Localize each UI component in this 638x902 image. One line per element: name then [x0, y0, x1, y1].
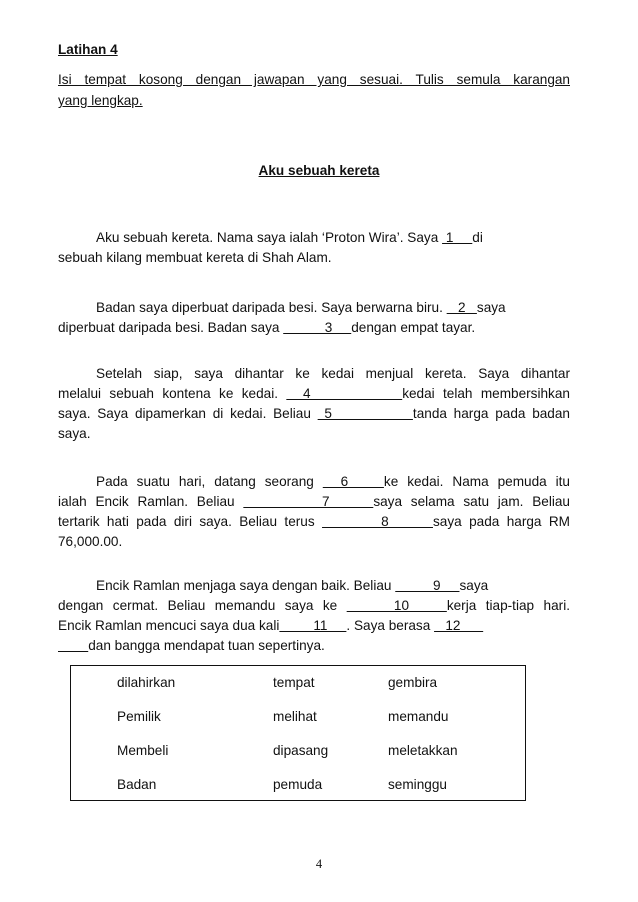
text-segment: diperbuat daripada besi. Badan saya — [58, 320, 284, 335]
word-bank-item: meletakkan — [388, 743, 458, 758]
text-segment: saya. Saya dipamerkan di kedai. Beliau — [58, 406, 318, 421]
instruction-line-1: Isi tempat kosong dengan jawapan yang sesuai. Tulis semula karangan — [58, 72, 570, 87]
word-bank-item: Pemilik — [117, 709, 161, 724]
paragraph-4-line-2 — [58, 494, 570, 509]
essay-title: Aku sebuah kereta — [258, 163, 380, 178]
text-segment: Badan saya diperbuat daripada besi. Saya berwarna biru. — [96, 300, 447, 315]
word-bank-item: seminggu — [388, 777, 447, 792]
text-segment: dan bangga mendapat tuan sepertinya. — [88, 638, 325, 653]
word-bank-item: tempat — [273, 675, 315, 690]
paragraph-4-line-3 — [58, 514, 570, 529]
paragraph-5-line-3 — [58, 618, 570, 633]
blank-9: 9 — [395, 578, 460, 593]
blank-12: 12 — [434, 618, 484, 633]
text-segment: saya — [476, 300, 506, 315]
page-number: 4 — [315, 857, 323, 871]
paragraph-3-line-3 — [58, 406, 570, 421]
word-bank-box — [70, 665, 526, 801]
paragraph-4-line-4: 76,000.00. — [58, 534, 123, 549]
blank-8: 8 — [322, 514, 433, 529]
blank-12-continued — [58, 638, 88, 653]
blank-4: 4 — [286, 386, 403, 401]
blank-11: 11 — [279, 618, 347, 633]
text-segment: dengan cermat. Beliau memandu saya ke — [58, 598, 347, 613]
word-bank-item: dipasang — [273, 743, 329, 758]
paragraph-2-line-1 — [58, 300, 570, 315]
text-segment: kerja tiap-tiap hari. — [446, 598, 570, 613]
text-segment: saya — [459, 578, 489, 593]
word-bank-item: melihat — [273, 709, 317, 724]
text-segment: Encik Ramlan mencuci saya dua kali — [58, 618, 280, 633]
word-bank-item: dilahirkan — [117, 675, 176, 690]
word-bank-item: gembira — [388, 675, 438, 690]
text-segment: Pada suatu hari, datang seorang — [96, 474, 323, 489]
paragraph-3-line-1: Setelah siap, saya dihantar ke kedai menjual kereta. Saya dihantar — [96, 366, 570, 381]
paragraph-2-line-2 — [58, 320, 570, 335]
exercise-title: Latihan 4 — [58, 42, 118, 57]
text-segment: Aku sebuah kereta. Nama saya ialah ‘Proton Wira’. Saya — [96, 230, 443, 245]
text-segment: ke kedai. Nama pemuda itu — [383, 474, 570, 489]
text-segment: Encik Ramlan menjaga saya dengan baik. Beliau — [96, 578, 396, 593]
text-segment: . Saya berasa — [346, 618, 435, 633]
word-bank-item: pemuda — [273, 777, 323, 792]
paragraph-4-line-1 — [58, 474, 570, 489]
blank-3: 3 — [283, 320, 352, 335]
word-bank-item: Badan — [117, 777, 157, 792]
paragraph-3-line-4: saya. — [58, 426, 91, 441]
blank-6: 6 — [322, 474, 384, 489]
blank-5: 5 — [317, 406, 413, 421]
paragraph-3-line-2 — [58, 386, 570, 401]
blank-2: 2 — [446, 300, 477, 315]
blank-10: 10 — [346, 598, 447, 613]
instruction-line-2: yang lengkap. — [58, 93, 143, 108]
text-segment: ialah Encik Ramlan. Beliau — [58, 494, 244, 509]
text-segment: tanda harga pada badan — [412, 406, 570, 421]
text-segment: tertarik hati pada diri saya. Beliau terus — [58, 514, 323, 529]
paragraph-5-line-4 — [58, 638, 570, 653]
word-bank-item: Membeli — [117, 743, 169, 758]
paragraph-5-line-1 — [58, 578, 570, 593]
blank-1: 1 — [442, 230, 473, 245]
text-segment: saya pada harga RM — [432, 514, 571, 529]
text-segment: di — [472, 230, 483, 245]
paragraph-5-line-2 — [58, 598, 570, 613]
text-segment: saya selama satu jam. Beliau — [373, 494, 570, 509]
paragraph-1-line-2: sebuah kilang membuat kereta di Shah Alam. — [58, 250, 332, 265]
text-segment: kedai telah membersihkan — [402, 386, 570, 401]
text-segment: melalui sebuah kontena ke kedai. — [58, 386, 287, 401]
word-bank-item: memandu — [388, 709, 449, 724]
text-segment: dengan empat tayar. — [351, 320, 476, 335]
blank-7: 7 — [243, 494, 374, 509]
paragraph-1-line-1 — [58, 230, 570, 245]
